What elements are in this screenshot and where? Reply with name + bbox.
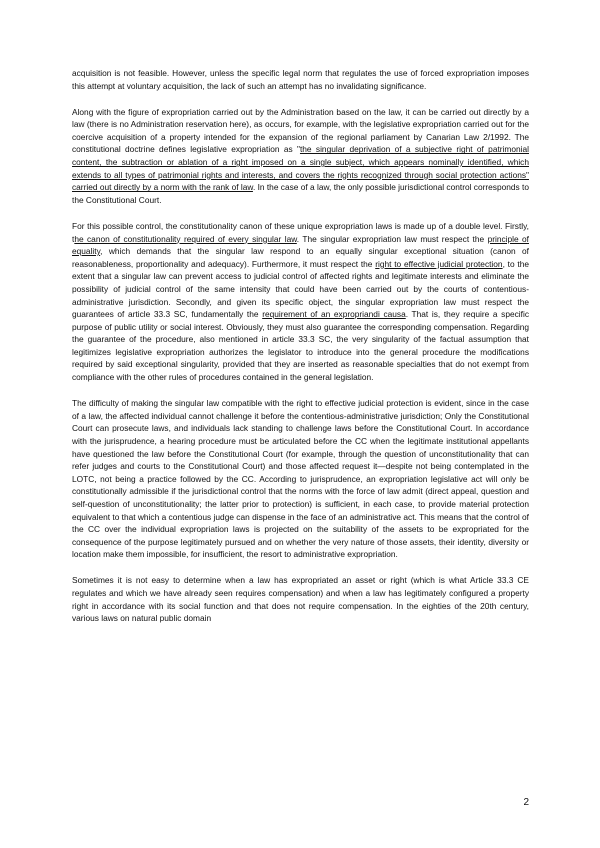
principle-of-equality-phrase: principle of equality — [72, 233, 529, 257]
paragraph-1 — [72, 67, 529, 92]
paragraph-4-text: The difficulty of making the singular law compatible with the right to effective judicial protection is evident, since in the case of a law, the affected individual cannot challenge it before the contentious-administrative jurisdiction; Only the Constitutional Court can prosecute laws, and individuals lack standing to challenge laws before the Constitutional Court. In accordance with the jurisprudence, a hearing procedure must be articulated before the CC when the legitimate institutional appellants have questioned the law before the Constitutional Court (for example, through the question of unconstitutionality that can refer judges and courts to the Constitutional Court) and those affected request it—despite not being contemplated in the LOTC, not being a practice followed by the CC. According to jurisprudence, an expropriation legislative act will only be constitutionally admissible if the jurisdictional control that the norms with the force of law admit (direct appeal, question and self-question of unconstitutionality; the latter prior to protection) is sufficient, in each case, to provide material protection equivalent to that which a contentious judge can dispense in the face of an administrative act. This means that the control of the CC over the individual expropriation laws is projected on the suitability of the assets to be expropriated for the consequence of the purpose legitimately pursued and on whether the very nature of those assets, their identity, diversity or location make them impossible, for insufficient, the resort to administrative expropriation. — [72, 398, 529, 560]
paragraph-2-text-1: Along with the figure of expropriation carried out by the Administration based on the law, it can be carried out directly by a law (there is no Administration reservation here), as occurs, for example, with the legislative expropriation carried out for the coercive acquisition of a property intended for the expansion of the regional parliament by Canarian Law 2/1992. The constitutional doctrine defines legislative expropriation as " — [72, 106, 529, 155]
canon-of-constitutionality-phrase: he canon of constitutionality required of every singular law — [74, 233, 297, 244]
paragraph-5 — [72, 574, 529, 624]
paragraph-4 — [72, 397, 529, 561]
page-body — [72, 67, 529, 638]
judicial-protection-phrase: right to effective judicial protection — [375, 258, 503, 269]
paragraph-1-text: acquisition is not feasible. However, unless the specific legal norm that regulates the use of forced expropriation imposes this attempt at voluntary acquisition, the lack of such an attempt has no invalidating significance. — [72, 68, 529, 91]
paragraph-3-text-2: . The singular expropriation law must respect the — [296, 233, 488, 244]
page-number: 2 — [523, 797, 529, 808]
paragraph-3-text-3: , which demands that the singular law respond to an equally singular exceptional situation (canon of reasonableness, proportionality and adequacy). Furthermore, it must respect the — [72, 246, 529, 269]
paragraph-3-text-4: , to the extent that a singular law can prevent access to judicial control of affected rights and legitimate interests and eliminate the possibility of judicial control of the same intensity that could have been carried out by the courts of contentious-administrative jurisdiction. Secondly, and given its specific object, the singular expropriation law must respect the guarantees of article 33.3 SC, fundamentally the — [72, 258, 529, 320]
legislative-expropriation-definition: the singular deprivation of a subjective right of patrimonial content, the subtraction or ablation of a right imposed on a single subject, which appears nominally identified, which extends to all types of patrimonial rights and interests, and covers the rights recognized through social protection actions" carried out directly by a norm with the rank of law — [72, 144, 529, 193]
paragraph-3-text-1: For this possible control, the constitutionality canon of these unique expropriation laws is made up of a double level. Firstly, t — [72, 220, 529, 244]
paragraph-5-text: Sometimes it is not easy to determine when a law has expropriated an asset or right (which is what Article 33.3 CE regulates and which we have already seen requires compensation) and when a law has legitimately configured a property right in accordance with its social function and that does not require compensation. In the eighties of the 20th century, various laws on natural public domain — [72, 575, 529, 624]
paragraph-3-text-5: . That is, they require a specific purpose of public utility or social interest. Obviously, they must also guarantee the corresponding compensation. Regarding the guarantee of the procedure, also mentioned in article 33.3 SC, the very singularity of the factual assumption that legitimizes legislative expropriation authorizes the legislator to introduce into the general procedure the modifications required by said exceptional singularity, provided that they are inserted as reasonable specialties that do not exempt from compliance with the other rules of procedures contained in the general legislation. — [72, 309, 530, 383]
paragraph-2 — [72, 106, 529, 207]
paragraph-3 — [72, 220, 529, 384]
expropriandi-causa-phrase: requirement of an expropriandi causa — [262, 309, 406, 320]
paragraph-2-text-2: . In the case of a law, the only possible jurisdictional control corresponds to the Constitutional Court. — [72, 182, 529, 205]
